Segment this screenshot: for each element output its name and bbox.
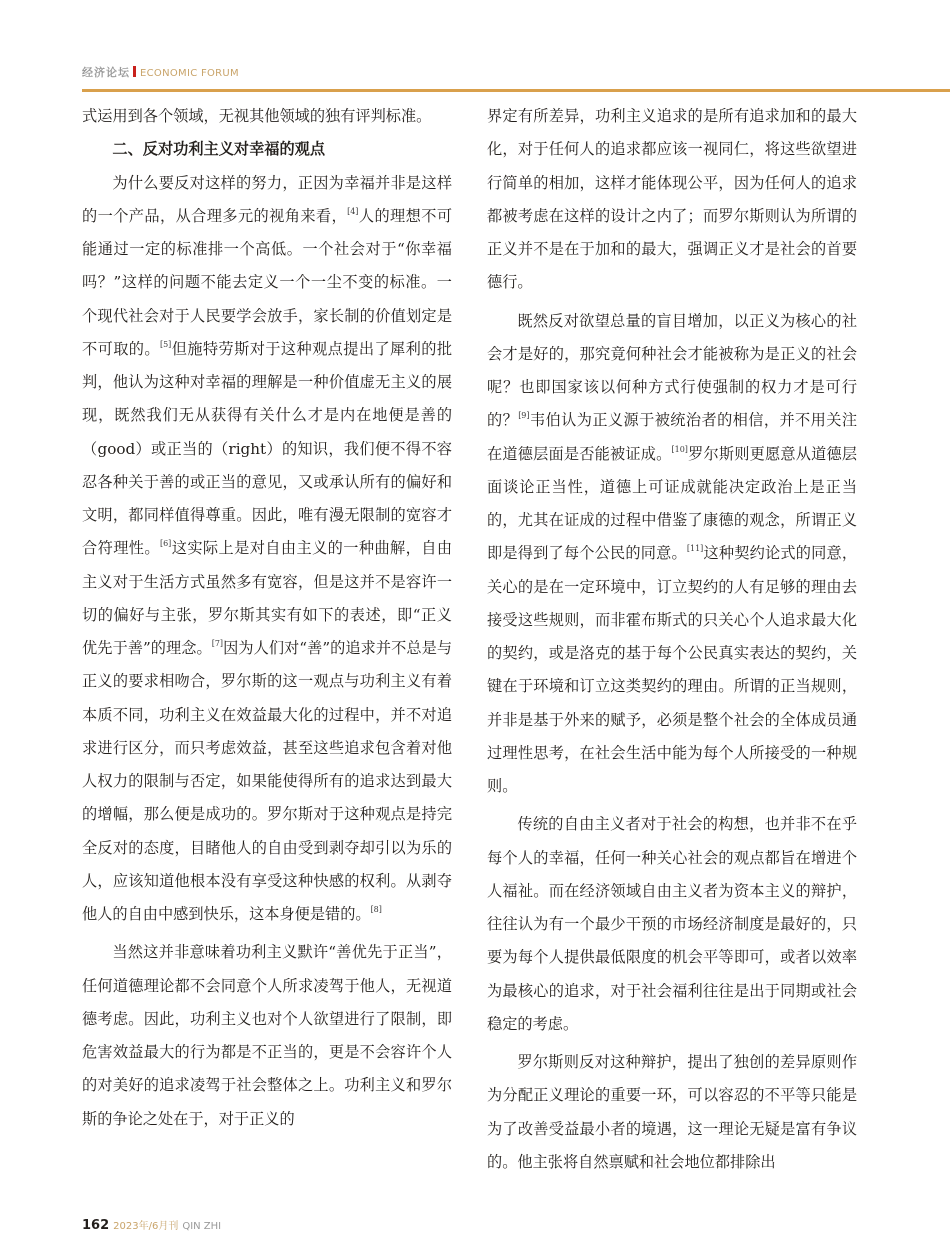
header-divider-bar <box>133 66 136 77</box>
left-paragraph-1: 为什么要反对这样的努力，正因为幸福并非是这样的一个产品，从合理多元的视角来看，[4]人的理想不可能通过一定的标准排一个高低。一个社会对于“你幸福吗？”这样的问题不能去定义一个一尘不变的标准。一个现代社会对于人民要学会放手，家长制的价值划定是不可取的。[5]但施特劳斯对于这种观点提出了犀利的批判，他认为这种对幸福的理解是一种价值虚无主义的展现，既然我们无从获得有关什么才是内在地便是善的（good）或正当的（right）的知识，我们便不得不容忍各种关于善的或正当的意见，又或承认所有的偏好和文明，都同样值得尊重。因此，唯有漫无限制的宽容才合符理性。[6]这实际上是对自由主义的一种曲解，自由主义对于生活方式虽然多有宽容，但是这并不是容许一切的偏好与主张，罗尔斯其实有如下的表述，即“正义优先于善”的理念。[7]因为人们对“善”的追求并不总是与正义的要求相吻合，罗尔斯的这一观点与功利主义有着本质不同，功利主义在效益最大化的过程中，并不对追求进行区分，而只考虑效益，甚至这些追求包含着对他人权力的限制与否定，如果能使得所有的追求达到最大的增幅，那么便是成功的。罗尔斯对于这种观点是持完全反对的态度，目睹他人的自由受到剥夺却引以为乐的人，应该知道他根本没有享受这种快感的权利。从剥夺他人的自由中感到快乐，这本身便是错的。[8] <box>82 173 453 923</box>
right-paragraph-3: 罗尔斯则反对这种辩护，提出了独创的差异原则作为分配正义理论的重要一环，可以容忍的不平等只能是为了改善受益最小者的境遇，这一理论无疑是富有争议的。他主张将自然禀赋和社会地位都排除出 <box>487 1053 857 1171</box>
page-number: 162 <box>82 1218 110 1233</box>
left-column <box>82 100 452 1136</box>
header-rule <box>82 89 950 92</box>
right-paragraph-continued: 界定有所差异，功利主义追求的是所有追求加和的最大化，对于任何人的追求都应该一视同仁，将这些欲望进行简单的相加，这样才能体现公平，因为任何人的追求都被考虑在这样的设计之内了；而罗尔斯则认为所谓的正义并不是在于加和的最大，强调正义才是社会的首要德行。 <box>487 107 857 292</box>
citation-ref: [8] <box>370 905 382 914</box>
citation-ref: [5] <box>159 339 172 349</box>
right-paragraph-2: 传统的自由主义者对于社会的构想，也并非不在乎每个人的幸福，任何一种关心社会的观点都旨在增进个人福祉。而在经济领域自由主义者为资本主义的辩护，往往认为有一个最少干预的市场经济制度是最好的，只要为每个人提供最低限度的机会平等即可，或者以效率为最核心的追求，对于社会福利往往是出于同期或社会稳定的考虑。 <box>487 815 857 1033</box>
journal-name-cn: 经济论坛 <box>82 66 130 79</box>
page-header <box>82 66 239 81</box>
page-footer <box>82 1217 221 1233</box>
journal-footer-name: QIN ZHI <box>182 1221 222 1232</box>
citation-ref: [11] <box>686 544 704 554</box>
journal-name-en: ECONOMIC FORUM <box>140 68 239 79</box>
citation-ref: [9] <box>518 411 530 421</box>
left-paragraph-2: 当然这并非意味着功利主义默许“善优先于正当”，任何道德理论都不会同意个人所求凌驾于他人，无视道德考虑。因此，功利主义也对个人欲望进行了限制，即危害效益最大的行为都是不正当的，更是不会容许个人的对美好的追求凌驾于社会整体之上。功利主义和罗尔斯的争论之处在于，对于正义的 <box>82 943 452 1128</box>
left-paragraph-continued: 式运用到各个领域，无视其他领域的独有评判标准。 <box>82 107 432 125</box>
citation-ref: [10] <box>671 444 688 454</box>
citation-ref: [6] <box>159 539 172 549</box>
right-column <box>487 100 857 1179</box>
citation-ref: [4] <box>347 206 359 216</box>
issue-date: 2023年/6月刊 <box>113 1221 179 1232</box>
right-paragraph-1: 既然反对欲望总量的盲目增加，以正义为核心的社会才是好的，那究竟何种社会才能被称为是正义的社会呢？也即国家该以何种方式行使强制的权力才是可行的？[9]韦伯认为正义源于被统治者的相信，并不用关注在道德层面是否能被证成。[10]罗尔斯则更愿意从道德层面谈论正当性，道德上可证成就能决定政治上是正当的，尤其在证成的过程中借鉴了康德的观念，所谓正义即是得到了每个公民的同意。[11]这种契约论式的同意，关心的是在一定环境中，订立契约的人有足够的理由去接受这些规则，而非霍布斯式的只关心个人追求最大化的契约，或是洛克的基于每个公民真实表达的契约，关键在于环境和订立这类契约的理由。所谓的正当规则，并非是基于外来的赋予，必须是整个社会的全体成员通过理性思考，在社会生活中能为每个人所接受的一种规则。 <box>487 311 858 795</box>
citation-ref: [7] <box>211 639 224 648</box>
section-heading: 二、反对功利主义对幸福的观点 <box>112 140 326 159</box>
